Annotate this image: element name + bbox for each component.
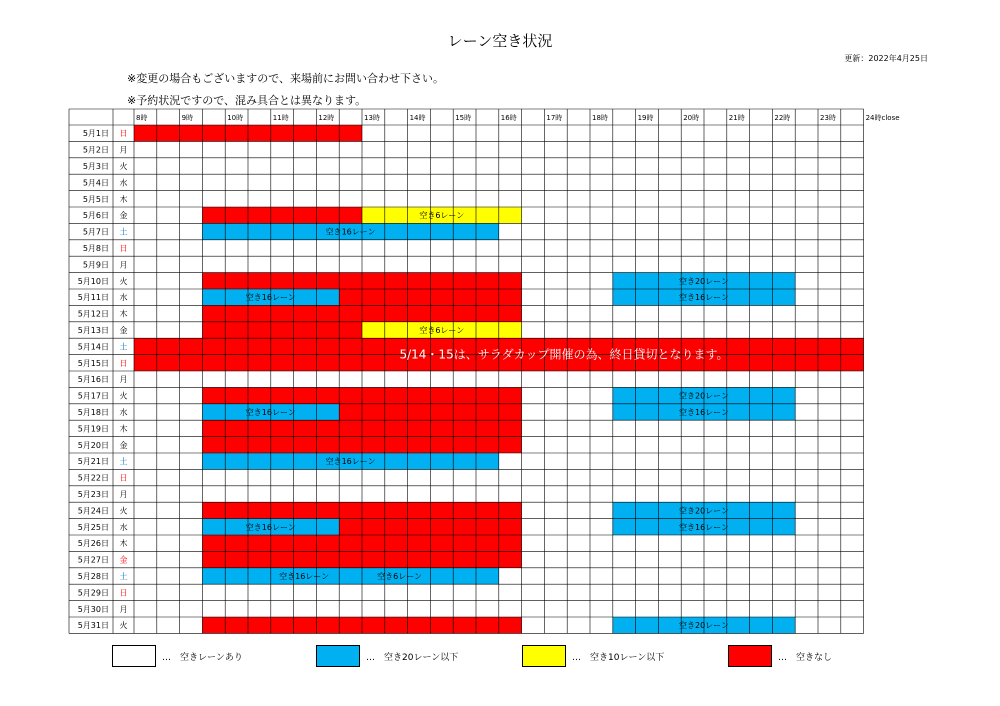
date-label: 5月10日 bbox=[77, 276, 109, 286]
date-label: 5月15日 bbox=[77, 358, 109, 368]
weekday-label: 木 bbox=[119, 539, 128, 549]
date-label: 5月20日 bbox=[77, 440, 109, 450]
block-label: 空き6レーン bbox=[419, 326, 465, 335]
date-label: 5月7日 bbox=[82, 227, 109, 237]
weekday-label: 火 bbox=[119, 391, 128, 401]
date-label: 5月31日 bbox=[77, 621, 109, 631]
weekday-label: 火 bbox=[119, 621, 128, 631]
weekday-label: 土 bbox=[119, 342, 128, 352]
block-label: 空き16レーン bbox=[678, 522, 730, 532]
weekday-label: 月 bbox=[119, 490, 128, 499]
hour-label: 19時 bbox=[637, 114, 654, 122]
date-label: 5月28日 bbox=[77, 572, 109, 581]
date-label: 5月21日 bbox=[77, 457, 109, 467]
exclusive-booking-message: 5/14・15は、サラダカップ開催の為、終日貸切となります。 bbox=[399, 347, 729, 362]
schedule-block-red bbox=[202, 322, 362, 338]
weekday-label: 月 bbox=[119, 260, 128, 270]
weekday-label: 金 bbox=[119, 211, 128, 221]
weekday-label: 水 bbox=[119, 293, 128, 303]
weekday-label: 土 bbox=[119, 227, 128, 237]
date-label: 5月5日 bbox=[82, 194, 109, 204]
date-label: 5月13日 bbox=[77, 326, 109, 335]
weekday-label: 日 bbox=[119, 244, 128, 253]
updated-date: 更新：2022年4月25日 bbox=[844, 54, 928, 63]
weekday-label: 水 bbox=[119, 408, 128, 417]
date-label: 5月25日 bbox=[77, 522, 109, 532]
block-label: 空き16レーン bbox=[678, 408, 730, 417]
date-label: 5月27日 bbox=[77, 555, 109, 565]
block-label: 空き16レーン bbox=[245, 522, 296, 532]
hour-label: 15時 bbox=[455, 114, 472, 122]
date-label: 5月18日 bbox=[77, 408, 109, 417]
date-label: 5月22日 bbox=[77, 473, 109, 483]
date-label: 5月23日 bbox=[77, 490, 109, 499]
legend-label: … 空き20レーン以下 bbox=[366, 653, 459, 663]
weekday-label: 日 bbox=[119, 129, 128, 139]
note-reservation: ※予約状況ですので、混み具合とは異なります。 bbox=[127, 94, 367, 107]
legend-swatch-red bbox=[728, 645, 772, 667]
weekday-label: 日 bbox=[119, 473, 128, 483]
date-label: 5月24日 bbox=[77, 506, 109, 516]
block-label: 空き20レーン bbox=[678, 276, 730, 286]
weekday-label: 金 bbox=[119, 440, 128, 450]
legend-swatch-yellow bbox=[522, 645, 566, 667]
weekday-label: 火 bbox=[119, 276, 128, 286]
weekday-label: 木 bbox=[119, 424, 128, 434]
block-label: 空き16レーン bbox=[325, 227, 376, 237]
page-title: レーン空き状況 bbox=[447, 32, 553, 50]
weekday-label: 月 bbox=[119, 145, 128, 155]
date-label: 5月2日 bbox=[82, 145, 109, 155]
date-label: 5月14日 bbox=[77, 342, 109, 352]
hour-label: 16時 bbox=[500, 114, 517, 122]
weekday-label: 木 bbox=[119, 194, 128, 204]
legend-swatch-white bbox=[112, 645, 156, 667]
block-label: 空き20レーン bbox=[678, 391, 730, 401]
block-label: 空き16レーン bbox=[325, 457, 376, 467]
block-label: 空き20レーン bbox=[678, 621, 730, 631]
hour-label: 13時 bbox=[364, 114, 380, 122]
note-change: ※変更の場合もございますので、来場前にお問い合わせ下さい。 bbox=[127, 72, 444, 85]
weekday-label: 金 bbox=[119, 555, 128, 565]
hour-label: 11時 bbox=[272, 114, 289, 122]
weekday-label: 日 bbox=[119, 358, 128, 368]
block-label: 空き16レーン bbox=[678, 293, 730, 303]
date-label: 5月6日 bbox=[82, 211, 109, 221]
block-label: 空き16レーン 空き6レーン bbox=[279, 572, 423, 581]
hour-label: 21時 bbox=[728, 114, 745, 122]
block-label: 空き20レーン bbox=[678, 506, 730, 516]
date-label: 5月29日 bbox=[77, 588, 109, 598]
block-label: 空き16レーン bbox=[245, 293, 296, 303]
weekday-label: 火 bbox=[119, 506, 128, 516]
weekday-label: 火 bbox=[119, 162, 128, 171]
date-label: 5月17日 bbox=[77, 391, 109, 401]
weekday-label: 月 bbox=[119, 604, 128, 614]
date-label: 5月9日 bbox=[82, 260, 109, 270]
legend-swatch-blue bbox=[316, 645, 360, 667]
hour-label: 14時 bbox=[409, 114, 426, 122]
hour-label: 17時 bbox=[546, 114, 563, 122]
date-label: 5月8日 bbox=[82, 244, 109, 253]
block-label: 空き6レーン bbox=[419, 211, 465, 221]
weekday-label: 金 bbox=[119, 326, 128, 335]
date-label: 5月4日 bbox=[82, 178, 109, 188]
weekday-label: 日 bbox=[119, 588, 128, 598]
date-label: 5月1日 bbox=[82, 129, 109, 139]
date-label: 5月19日 bbox=[77, 424, 109, 434]
hour-label: 23時 bbox=[820, 114, 836, 122]
legend-label: … 空きレーンあり bbox=[162, 653, 243, 663]
weekday-label: 土 bbox=[119, 457, 128, 467]
hour-label: 9時 bbox=[181, 114, 194, 122]
schedule-block-red bbox=[202, 207, 362, 223]
weekday-label: 水 bbox=[119, 178, 128, 188]
date-label: 5月16日 bbox=[77, 375, 109, 385]
date-label: 5月3日 bbox=[82, 162, 109, 171]
date-label: 5月12日 bbox=[77, 309, 109, 319]
hour-label: 18時 bbox=[592, 114, 608, 122]
hour-label: 20時 bbox=[683, 114, 700, 122]
weekday-label: 水 bbox=[119, 522, 128, 532]
hour-label: 10時 bbox=[227, 114, 244, 122]
legend-label: … 空きなし bbox=[778, 653, 833, 663]
hour-label: 24時close bbox=[865, 114, 900, 122]
date-label: 5月26日 bbox=[77, 539, 109, 549]
hour-label: 22時 bbox=[774, 114, 791, 122]
block-label: 空き16レーン bbox=[245, 408, 296, 417]
date-label: 5月30日 bbox=[77, 604, 109, 614]
hour-label: 12時 bbox=[318, 114, 335, 122]
weekday-label: 土 bbox=[119, 572, 128, 581]
hour-label: 8時 bbox=[136, 114, 148, 122]
legend-label: … 空き10レーン以下 bbox=[572, 653, 665, 663]
weekday-label: 木 bbox=[119, 309, 128, 319]
date-label: 5月11日 bbox=[77, 293, 109, 303]
weekday-label: 月 bbox=[119, 375, 128, 385]
